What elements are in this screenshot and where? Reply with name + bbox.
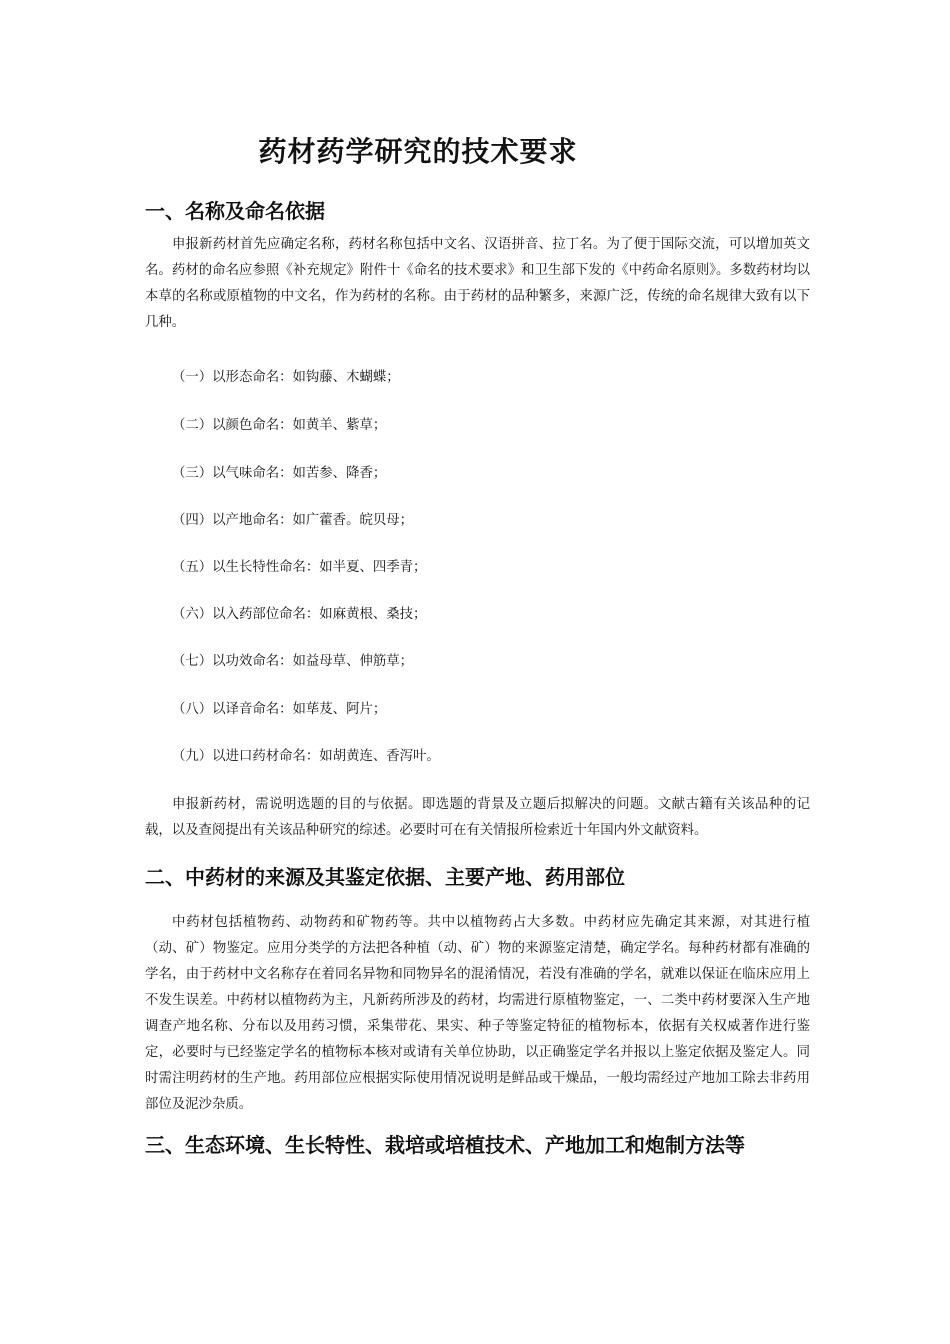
section-3-heading: 三、生态环境、生长特性、栽培或培植技术、产地加工和炮制方法等 [145, 1133, 745, 1157]
naming-rule-item-7: （七）以功效命名：如益母草、伸筋草； [172, 654, 414, 669]
document-title: 药材药学研究的技术要求 [258, 135, 578, 168]
section-1-intro-paragraph: 申报新药材首先应确定名称，药材名称包括中文名、汉语拼音、拉丁名。为了便于国际交流，可以增加英文名。药材的命名应参照《补充规定》附件十《命名的技术要求》和卫生部下发的《中药命名原则》。多数药材均以本草的名称或原植物的中文名，作为药材的名称。由于药材的品种繁多，来源广泛，传统的命名规律大致有以下几种。 [145, 237, 810, 330]
naming-rule-item-5: （五）以生长特性命名：如半夏、四季青； [172, 560, 427, 575]
naming-rule-item-2: （二）以颜色命名：如黄羊、紫草； [172, 418, 387, 433]
naming-rule-item-9: （九）以进口药材命名：如胡黄连、香泻叶。 [172, 749, 440, 764]
naming-rule-item-3: （三）以气味命名：如苦参、降香； [172, 466, 387, 481]
naming-rule-item-4: （四）以产地命名：如广藿香。皖贝母； [172, 513, 414, 528]
section-1-closing-paragraph: 申报新药材，需说明选题的目的与依据。即选题的背景及立题后拟解决的问题。文献古籍有关该品种的记载，以及查阅提出有关该品种研究的综述。必要时可在有关情报所检索近十年国内外文献资料。 [145, 797, 810, 838]
naming-rule-item-1: （一）以形态命名：如钩藤、木蝴蝶； [172, 370, 400, 385]
section-2-heading: 二、中药材的来源及其鉴定依据、主要产地、药用部位 [145, 865, 625, 889]
naming-rule-item-6: （六）以入药部位命名：如麻黄根、桑技； [172, 607, 427, 622]
section-1-heading: 一、名称及命名依据 [145, 199, 325, 223]
section-2-body-paragraph: 中药材包括植物药、动物药和矿物药等。共中以植物药占大多数。中药材应先确定其来源，对其进行植（动、矿）物鉴定。应用分类学的方法把各种植（动、矿）物的来源鉴定清楚，确定学名。每种药材都有准确的学名，由于药材中文名称存在着同名异物和同物异名的混淆情况，若没有准确的学名，就难以保证在临床应用上不发生误差。中药材以植物药为主，凡新药所涉及的药材，均需进行原植物鉴定，一、二类中药材要深入生产地调查产地名称、分布以及用药习惯，采集带花、果实、种子等鉴定特征的植物标本，依据有关权威著作进行鉴定，必要时与已经鉴定学名的植物标本核对或请有关单位协助，以正确鉴定学名并报以上鉴定依据及鉴定人。同时需注明药材的生产地。药用部位应根据实际使用情况说明是鲜品或干燥品，一般均需经过产地加工除去非药用部位及泥沙杂质。 [145, 915, 810, 1112]
naming-rule-item-8: （八）以译音命名：如荜芨、阿片； [172, 702, 387, 717]
